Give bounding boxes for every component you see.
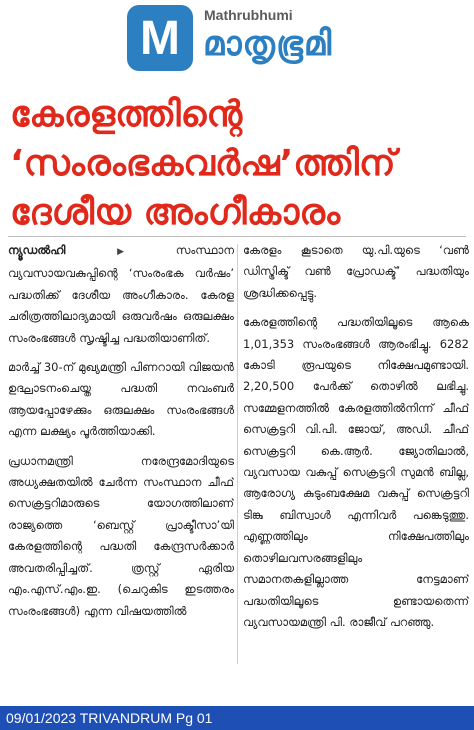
page-info-footer: 09/01/2023 TRIVANDRUM Pg 01 — [0, 706, 474, 730]
article-paragraph — [8, 240, 234, 349]
article-paragraph: മാർച്ച് 30-ന് മുഖ്യമന്ത്രി പിണറായി വിജയൻ ഉദ്ഘാടനംചെയ്ത പദ്ധതി നവംബർ ആയപ്പോഴേക്കും ഒരുലക്ഷം സംരംഭങ്ങൾ എന്ന ലക്ഷ്യം പൂർത്തിയാക്കി. — [8, 360, 234, 439]
article-column-left — [8, 240, 234, 670]
headline — [10, 90, 470, 237]
dateline: ന്യൂഡൽഹി — [8, 243, 66, 257]
article-paragraph: കേരളം കൂടാതെ യു.പി.യുടെ ‘വൺ ഡിസ്ട്രിക്ട് വൺ പ്രോഡക്ട്’ പദ്ധതിയും ശ്രദ്ധിക്കപ്പെട്ടു. — [243, 243, 469, 300]
headline-divider — [8, 236, 466, 237]
headline-line-1: കേരളത്തിന്റെ — [10, 94, 243, 135]
paragraph-text: സംസ്ഥാന വ്യവസായവകുപ്പിന്റെ ‘സംരംഭക വർഷം’ പദ്ധതിക്ക് ദേശീയ അംഗീകാരം. കേരള ചരിത്രത്തിലാദ്യമായി ഒരുവർഷം ഒരുലക്ഷം സംരംഭങ്ങൾ സൃഷ്ടിച്ച പദ്ധതിയാണിത്. — [8, 243, 234, 345]
dateline-arrow-icon: ▶ — [67, 247, 174, 257]
article-paragraph: പ്രധാനമന്ത്രി നരേന്ദ്രമോദിയുടെ അധ്യക്ഷതയിൽ ചേർന്ന സംസ്ഥാന ചീഫ് സെക്രട്ടറിമാരുടെ യോഗത്തിലാണ് രാജ്യത്തെ ‘ബെസ്റ്റ് പ്രാക്ടീസാ’യി കേരളത്തിന്റെ പദ്ധതി കേന്ദ്രസർക്കാർ അവതരിപ്പിച്ചത്. ത്രസ്റ്റ് ഏരിയ എം.എസ്.എം.ഇ. (ചെറുകിട ഇടത്തരം സംരംഭങ്ങൾ) എന്ന വിഷയത്തിൽ — [8, 453, 234, 618]
brand-name-malayalam: മാതൃഭൂമി — [203, 24, 333, 64]
article-paragraph: കേരളത്തിന്റെ പദ്ധതിയിലൂടെ ആകെ 1,01,353 സംരംഭങ്ങൾ ആരംഭിച്ചു. 6282 കോടി രൂപയുടെ നിക്ഷേപമുണ്ടായി. 2,20,500 പേർക്ക് തൊഴിൽ ലഭിച്ചു. സമ്മേളനത്തിൽ കേരളത്തിൽനിന്ന് ചീഫ് സെക്രട്ടറി വി.പി. ജോയ്, അഡി. ചീഫ് സെക്രട്ടറി കെ.ആർ. ജ്യോതിലാൽ, വ്യവസായ വകുപ്പ് സെക്രട്ടറി സുമൻ ബില്ല, ആരോഗ്യ കുടുംബക്ഷേമ വകുപ്പ് സെക്രട്ടറി ടിങ്കു ബിസ്വാൾ എന്നിവർ പങ്കെടുത്തു. എണ്ണത്തിലും നിക്ഷേപത്തിലും തൊഴിലവസരങ്ങളിലും സമാനതകളില്ലാത്ത നേട്ടമാണ് പദ്ധതിയിലൂടെ ഉണ്ടായതെന്ന് വ്യവസായമന്ത്രി പി. രാജീവ് പറഞ്ഞു. — [243, 315, 469, 629]
headline-line-2: ‘സംരംഭകവർഷ’ത്തിന് — [10, 143, 396, 184]
mathrubhumi-logo-icon: M — [127, 5, 193, 71]
masthead — [0, 0, 474, 84]
brand-name-english: Mathrubhumi — [204, 7, 293, 23]
headline-line-3: ദേശീയ അംഗീകാരം — [10, 192, 341, 233]
column-divider — [237, 244, 238, 664]
article-column-right — [243, 240, 469, 670]
